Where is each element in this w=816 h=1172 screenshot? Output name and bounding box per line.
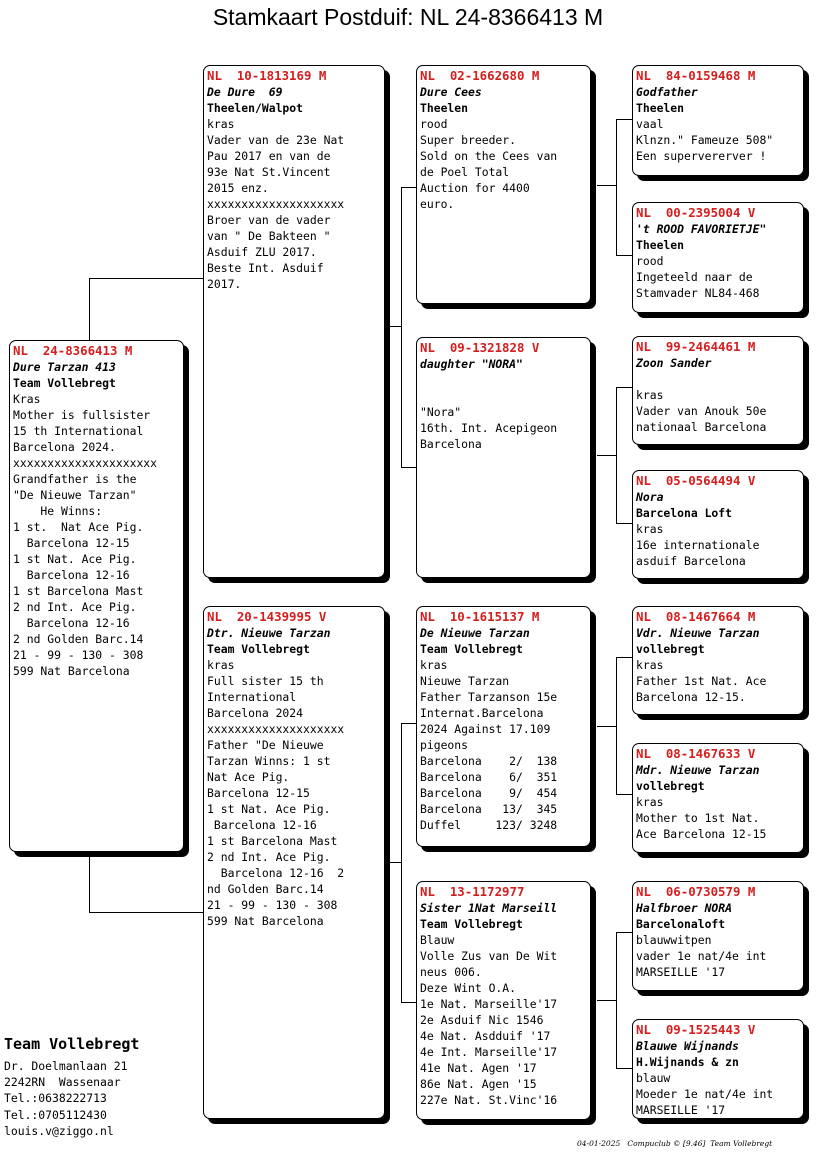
pigeon-note-line: Barcelona 2024 bbox=[207, 706, 304, 720]
pigeon-note-line: 1 st Nat. Ace Pig. bbox=[207, 802, 331, 816]
pigeon-note-line: Duffel 123/ 3248 bbox=[420, 818, 558, 832]
pigeon-note-line: International bbox=[207, 690, 297, 704]
pigeon-note-line: Barcelona 9/ 454 bbox=[420, 786, 558, 800]
pigeon-note-line: Barcelona 12-16 2 bbox=[207, 866, 345, 880]
pigeon-note-line: 15 th International bbox=[13, 424, 144, 438]
pigeon-note-line bbox=[420, 388, 586, 404]
pigeon-note-line: 2 nd Int. Ace Pig. bbox=[13, 600, 137, 614]
pigeon-name: Sister 1Nat Marseill bbox=[420, 901, 558, 915]
pigeon-note-line: nd Golden Barc.14 bbox=[207, 882, 324, 896]
breeder-name: Theelen bbox=[636, 238, 685, 252]
pigeon-card-dam-sire-dam bbox=[632, 743, 804, 853]
pigeon-note-line: xxxxxxxxxxxxxxxxxxxx bbox=[207, 197, 345, 211]
pigeon-name: Dure Cees bbox=[420, 85, 482, 99]
pigeon-note-line: rood bbox=[636, 254, 664, 268]
pigeon-note-line: Internat.Barcelona bbox=[420, 706, 544, 720]
pigeon-note-line: Barcelona 6/ 351 bbox=[420, 770, 558, 784]
pigeon-note-line: Tarzan Winns: 1 st bbox=[207, 754, 331, 768]
breeder-name: Team Vollebregt bbox=[420, 642, 523, 656]
connector-line bbox=[616, 657, 617, 794]
pigeon-note-line: kras bbox=[636, 388, 664, 402]
ring-number: NL 13-1172977 bbox=[420, 884, 525, 899]
pigeon-note-line: Klnzn." Fameuze 508" bbox=[636, 133, 774, 147]
pigeon-note-line: rood bbox=[420, 117, 448, 131]
pigeon-card-sire-sire-sire bbox=[632, 65, 804, 176]
pigeon-card-sire-dam-sire bbox=[632, 336, 804, 445]
connector-line bbox=[616, 387, 633, 388]
connector-line bbox=[89, 278, 90, 340]
pigeon-note-line: kras bbox=[207, 658, 235, 672]
pigeon-note-line: Mother is fullsister bbox=[13, 408, 151, 422]
pigeon-name: 't ROOD FAVORIETJE" bbox=[636, 222, 767, 236]
pigeon-note-line: Father Tarzanson 15e bbox=[420, 690, 558, 704]
pigeon-note-line: 1e Nat. Marseille'17 bbox=[420, 997, 558, 1011]
connector-line bbox=[401, 723, 417, 724]
pigeon-card-dam-dam bbox=[416, 881, 591, 1120]
pigeon-note-line: Barcelona 12-16 bbox=[13, 568, 130, 582]
breeder-name: Theelen bbox=[420, 101, 469, 115]
connector-line bbox=[616, 794, 633, 795]
ring-number: NL 10-1813169 M bbox=[207, 68, 327, 83]
pigeon-note-line: 2e Asduif Nic 1546 bbox=[420, 1013, 544, 1027]
pigeon-note-line: Vader van de 23e Nat bbox=[207, 133, 345, 147]
pigeon-note-line: Asduif ZLU 2017. bbox=[207, 245, 317, 259]
pigeon-card-dam-sire bbox=[416, 606, 591, 847]
connector-line bbox=[616, 387, 617, 523]
ring-number: NL 02-1662680 M bbox=[420, 68, 540, 83]
breeder-name: H.Wijnands & zn bbox=[636, 1055, 739, 1069]
pigeon-note-line: 93e Nat St.Vincent bbox=[207, 165, 331, 179]
owner-name: Team Vollebregt bbox=[4, 1035, 140, 1053]
pigeon-note-line: Barcelona 2/ 138 bbox=[420, 754, 558, 768]
pigeon-note-line: Auction for 4400 bbox=[420, 181, 530, 195]
pigeon-note-line: 2024 Against 17.109 bbox=[420, 722, 551, 736]
pigeon-note-line: Moeder 1e nat/4e int bbox=[636, 1087, 774, 1101]
print-credit: 04-01-2025 Compuclub © [9.46] Team Vollebregt bbox=[577, 1139, 773, 1148]
pigeon-note-line: Mother to 1st Nat. bbox=[636, 811, 760, 825]
pigeon-name: De Dure 69 bbox=[207, 85, 283, 99]
pigeon-card-dam-dam-dam bbox=[632, 1019, 804, 1119]
ring-number: NL 99-2464461 M bbox=[636, 339, 756, 354]
pigeon-card-sire-sire-dam bbox=[632, 202, 804, 313]
connector-line bbox=[89, 278, 204, 279]
connector-line bbox=[597, 1000, 616, 1001]
connector-line bbox=[616, 119, 633, 120]
pigeon-note-line: Grandfather is the bbox=[13, 472, 137, 486]
pigeon-note-line: Barcelona 2024. bbox=[13, 440, 116, 454]
breeder-name bbox=[636, 371, 799, 387]
pigeon-note-line: euro. bbox=[420, 197, 455, 211]
breeder-name: Barcelonaloft bbox=[636, 917, 726, 931]
pigeon-note-line: 599 Nat Barcelona bbox=[13, 664, 130, 678]
pigeon-note-line: MARSEILLE '17 bbox=[636, 1103, 726, 1117]
pigeon-note-line: xxxxxxxxxxxxxxxxxxxxx bbox=[13, 456, 158, 470]
page-title: Stamkaart Postduif: NL 24-8366413 M bbox=[212, 4, 604, 30]
pigeon-note-line: Full sister 15 th bbox=[207, 674, 324, 688]
connector-line bbox=[401, 723, 402, 1002]
connector-line bbox=[616, 1068, 633, 1069]
email-line: louis.v@ziggo.nl bbox=[4, 1123, 114, 1138]
pigeon-note-line: 21 - 99 - 130 - 308 bbox=[13, 648, 144, 662]
pigeon-note-line: Super breeder. bbox=[420, 133, 517, 147]
ring-number: NL 08-1467664 M bbox=[636, 609, 756, 624]
pigeon-note-line: 4e Int. Marseille'17 bbox=[420, 1045, 558, 1059]
owner-address bbox=[4, 1058, 127, 1139]
address-line: Dr. Doelmanlaan 21 bbox=[4, 1059, 128, 1073]
pigeon-note-line: 16e internationale bbox=[636, 538, 760, 552]
breeder-name: Team Vollebregt bbox=[13, 376, 116, 390]
connector-line bbox=[616, 255, 633, 256]
connector-line bbox=[597, 455, 616, 456]
pigeon-note-line: 21 - 99 - 130 - 308 bbox=[207, 898, 338, 912]
breeder-name: Theelen/Walpot bbox=[207, 101, 304, 115]
pigeon-note-line: 4e Nat. Asdduif '17 bbox=[420, 1029, 551, 1043]
pigeon-name: Zoon Sander bbox=[636, 356, 712, 370]
ring-number: NL 24-8366413 M bbox=[13, 343, 133, 358]
pigeon-note-line: Een supervererver ! bbox=[636, 149, 767, 163]
pigeon-note-line: 2 nd Golden Barc.14 bbox=[13, 632, 144, 646]
connector-line bbox=[384, 326, 401, 327]
connector-line bbox=[384, 862, 401, 863]
pigeon-note-line: de Poel Total bbox=[420, 165, 510, 179]
pigeon-name: De Nieuwe Tarzan bbox=[420, 626, 530, 640]
pigeon-note-line: MARSEILLE '17 bbox=[636, 965, 726, 979]
pigeon-note-line: Father 1st Nat. Ace bbox=[636, 674, 767, 688]
pigeon-note-line: pigeons bbox=[420, 738, 469, 752]
pigeon-card-sire-dam bbox=[416, 337, 591, 578]
pigeon-note-line: Ace Barcelona 12-15 bbox=[636, 827, 767, 841]
pigeon-note-line: 2015 enz. bbox=[207, 181, 269, 195]
connector-line bbox=[89, 852, 90, 912]
breeder-name: Team Vollebregt bbox=[420, 917, 523, 931]
connector-line bbox=[616, 119, 617, 255]
breeder-name: Team Vollebregt bbox=[207, 642, 310, 656]
pigeon-note-line: Nieuwe Tarzan bbox=[420, 674, 510, 688]
ring-number: NL 20-1439995 V bbox=[207, 609, 327, 624]
pigeon-note-line: Barcelona 13/ 345 bbox=[420, 802, 558, 816]
pigeon-note-line: vaal bbox=[636, 117, 664, 131]
connector-line bbox=[616, 657, 633, 658]
pigeon-card-dam-sire-sire bbox=[632, 606, 804, 715]
pigeon-name: Halfbroer NORA bbox=[636, 901, 733, 915]
connector-line bbox=[401, 187, 417, 188]
pigeon-note-line: 2 nd Int. Ace Pig. bbox=[207, 850, 331, 864]
pigeon-note-line: blauwwitpen bbox=[636, 933, 712, 947]
pigeon-name: Godfather bbox=[636, 85, 698, 99]
pigeon-name: Nora bbox=[636, 490, 664, 504]
connector-line bbox=[616, 523, 633, 524]
ring-number: NL 09-1525443 V bbox=[636, 1022, 756, 1037]
pigeon-note-line: "De Nieuwe Tarzan" bbox=[13, 488, 137, 502]
pigeon-note-line: 1 st Barcelona Mast bbox=[13, 584, 144, 598]
pigeon-note-line: 16th. Int. Acepigeon bbox=[420, 421, 558, 435]
pigeon-name: Dure Tarzan 413 bbox=[13, 360, 116, 374]
pigeon-name: Vdr. Nieuwe Tarzan bbox=[636, 626, 760, 640]
pigeon-note-line: 1 st Barcelona Mast bbox=[207, 834, 338, 848]
pigeon-note-line: asduif Barcelona bbox=[636, 554, 746, 568]
pigeon-name: Mdr. Nieuwe Tarzan bbox=[636, 763, 760, 777]
pigeon-note-line: kras bbox=[636, 658, 664, 672]
pigeon-note-line: Barcelona 12-15. bbox=[636, 690, 746, 704]
pigeon-card-sire-sire bbox=[416, 65, 591, 304]
pigeon-note-line: nationaal Barcelona bbox=[636, 420, 767, 434]
pigeon-note-line: Nat Ace Pig. bbox=[207, 770, 290, 784]
pigeon-note-line: Pau 2017 en van de bbox=[207, 149, 331, 163]
pigeon-note-line: Barcelona 12-15 bbox=[13, 536, 130, 550]
pigeon-note-line: Ingeteeld naar de bbox=[636, 270, 753, 284]
pigeon-note-line: xxxxxxxxxxxxxxxxxxxx bbox=[207, 722, 345, 736]
pigeon-note-line: 86e Nat. Agen '15 bbox=[420, 1077, 537, 1091]
pigeon-note-line: 1 st. Nat Ace Pig. bbox=[13, 520, 144, 534]
pigeon-note-line: van " De Bakteen " bbox=[207, 229, 331, 243]
pigeon-note-line: Broer van de vader bbox=[207, 213, 331, 227]
pigeon-note-line: vader 1e nat/4e int bbox=[636, 949, 767, 963]
ring-number: NL 09-1321828 V bbox=[420, 340, 540, 355]
ring-number: NL 84-0159468 M bbox=[636, 68, 756, 83]
ring-number: NL 06-0730579 M bbox=[636, 884, 756, 899]
pigeon-card-dam bbox=[203, 606, 385, 1119]
pigeon-note-line: kras bbox=[636, 795, 664, 809]
postcode-line: 2242RN Wassenaar bbox=[4, 1075, 121, 1090]
phone-line: Tel.:0705112430 bbox=[4, 1107, 107, 1122]
ring-number: NL 00-2395004 V bbox=[636, 205, 756, 220]
connector-line bbox=[616, 932, 633, 933]
pigeon-note-line: Stamvader NL84-468 bbox=[636, 286, 760, 300]
phone-line: Tel.:0638222713 bbox=[4, 1091, 107, 1106]
ring-number: NL 05-0564494 V bbox=[636, 473, 756, 488]
pigeon-note-line: Barcelona bbox=[420, 437, 482, 451]
pigeon-note-line: blauw bbox=[636, 1071, 671, 1085]
connector-line bbox=[401, 1002, 417, 1003]
pigeon-note-line: Blauw bbox=[420, 933, 455, 947]
connector-line bbox=[597, 726, 616, 727]
pigeon-card-dam-dam-sire bbox=[632, 881, 804, 991]
pigeon-note-line: Sold on the Cees van bbox=[420, 149, 558, 163]
pigeon-note-line: Deze Wint O.A. bbox=[420, 981, 517, 995]
pigeon-note-line: 41e Nat. Agen '17 bbox=[420, 1061, 537, 1075]
pigeon-note-line: Kras bbox=[13, 392, 41, 406]
connector-line bbox=[401, 187, 402, 467]
pigeon-card-sire bbox=[203, 65, 385, 578]
pigeon-note-line: kras bbox=[207, 117, 235, 131]
pigeon-name: Blauwe Wijnands bbox=[636, 1039, 739, 1053]
pigeon-note-line: Vader van Anouk 50e bbox=[636, 404, 767, 418]
pigeon-note-line: Barcelona 12-16 bbox=[207, 818, 317, 832]
pigeon-note-line: Barcelona 12-16 bbox=[13, 616, 130, 630]
pigeon-card-sire-dam-dam bbox=[632, 470, 804, 579]
pigeon-note-line: 2017. bbox=[207, 277, 242, 291]
pigeon-name: daughter "NORA" bbox=[420, 357, 523, 371]
breeder-name: vollebregt bbox=[636, 642, 705, 656]
pigeon-note-line: 599 Nat Barcelona bbox=[207, 914, 324, 928]
connector-line bbox=[616, 932, 617, 1068]
pigeon-note-line: Father "De Nieuwe bbox=[207, 738, 324, 752]
connector-line bbox=[401, 467, 417, 468]
pigeon-note-line: He Winns: bbox=[13, 504, 103, 518]
ring-number: NL 08-1467633 V bbox=[636, 746, 756, 761]
ring-number: NL 10-1615137 M bbox=[420, 609, 540, 624]
pigeon-note-line: neus 006. bbox=[420, 965, 482, 979]
connector-line bbox=[597, 185, 616, 186]
pigeon-note-line: 1 st Nat. Ace Pig. bbox=[13, 552, 137, 566]
pigeon-note-line: kras bbox=[420, 658, 448, 672]
breeder-name: Barcelona Loft bbox=[636, 506, 733, 520]
pigeon-note-line: Barcelona 12-15 bbox=[207, 786, 310, 800]
pigeon-note-line: "Nora" bbox=[420, 405, 462, 419]
breeder-name bbox=[420, 372, 586, 388]
connector-line bbox=[89, 912, 204, 913]
pigeon-note-line: Beste Int. Asduif bbox=[207, 261, 324, 275]
pigeon-card-subject bbox=[9, 340, 184, 852]
pigeon-name: Dtr. Nieuwe Tarzan bbox=[207, 626, 331, 640]
breeder-name: vollebregt bbox=[636, 779, 705, 793]
breeder-name: Theelen bbox=[636, 101, 685, 115]
pigeon-note-line: 227e Nat. St.Vinc'16 bbox=[420, 1093, 558, 1107]
pigeon-note-line: Volle Zus van De Wit bbox=[420, 949, 558, 963]
pigeon-note-line: kras bbox=[636, 522, 664, 536]
